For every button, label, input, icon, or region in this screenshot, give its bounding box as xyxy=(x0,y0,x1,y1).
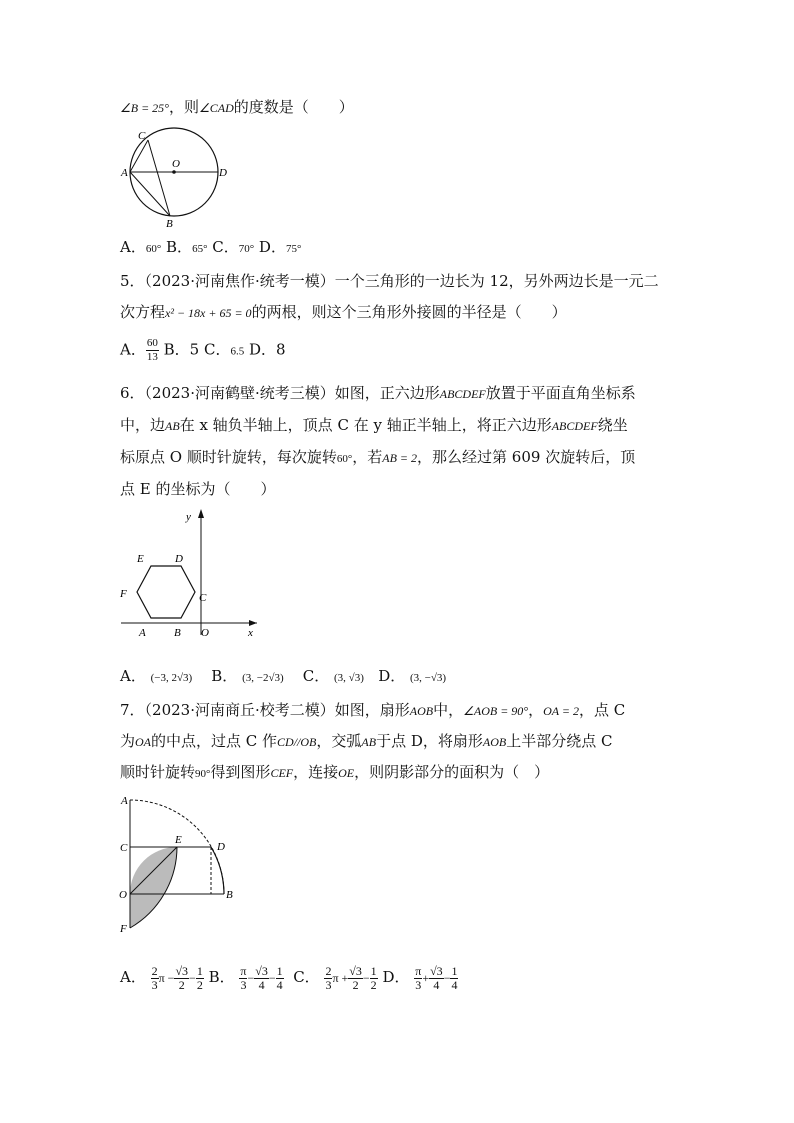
q5-options: A． $\frac{60}{13}$ B．5 C．6.5 D．8 xyxy=(120,337,286,363)
q6-line2: 中，边AB在 x 轴负半轴上，顶点 C 在 y 轴正半轴上，将正六边形ABCDEF绕坐 xyxy=(120,416,628,434)
svg-text:B: B xyxy=(226,889,233,901)
svg-text:E: E xyxy=(137,553,144,565)
q6-line1: 6．（2023·河南鹤壁·统考三模）如图，正六边形ABCDEF放置于平面直角坐标系 xyxy=(120,384,636,402)
svg-text:C: C xyxy=(138,130,146,142)
q6-hexagon-figure xyxy=(115,505,265,640)
svg-text:x: x xyxy=(248,627,253,639)
q7-sector-figure xyxy=(115,790,245,935)
q7-line3: 顺时针旋转90°得到图形CEF，连接OE，则阴影部分的面积为（ ） xyxy=(120,763,550,781)
svg-text:D: D xyxy=(219,167,227,179)
q6-line4: 点 E 的坐标为（ ） xyxy=(120,480,276,498)
svg-text:F: F xyxy=(120,923,127,935)
svg-text:F: F xyxy=(120,588,127,600)
q7-line1: 7．（2023·河南商丘·校考二模）如图，扇形AOB中，∠AOB = 90°，OA = 2，点 C xyxy=(120,701,626,719)
q6-options: A． (−3, 2√3) B． (3, −2√3) C． (3, √3) D． (3, −√3) xyxy=(120,667,447,685)
svg-text:B: B xyxy=(174,627,181,639)
svg-text:E: E xyxy=(175,834,182,846)
svg-text:y: y xyxy=(186,511,191,523)
svg-text:C: C xyxy=(120,842,128,854)
svg-text:O: O xyxy=(119,889,127,901)
q6-line3: 标原点 O 顺时针旋转，每次旋转60°，若AB = 2，那么经过第 609 次旋转后，顶 xyxy=(120,448,636,466)
q4-stem-tail: ∠B = 25°，则∠CAD的度数是（ ） xyxy=(120,98,354,116)
svg-text:O: O xyxy=(201,627,209,639)
svg-text:B: B xyxy=(166,218,173,230)
svg-text:D: D xyxy=(217,841,225,853)
q5-line1: 5．（2023·河南焦作·统考一模）一个三角形的一边长为 12，另外两边长是一元二 xyxy=(120,272,659,290)
q4-options: A．60° B．65° C．70° D．75° xyxy=(120,238,302,256)
svg-text:C: C xyxy=(199,592,207,604)
q7-line2: 为OA的中点，过点 C 作CD//OB，交弧AB于点 D，将扇形AOB上半部分绕点 C xyxy=(120,732,613,750)
svg-text:A: A xyxy=(121,795,128,807)
svg-text:O: O xyxy=(172,158,180,170)
svg-text:D: D xyxy=(175,553,183,565)
svg-text:A: A xyxy=(139,627,146,639)
svg-text:A: A xyxy=(121,167,128,179)
q7-options: A． $\frac{2}{3}$ π − $\frac{√3}{2}$ − $\frac{1}{2}$ B． $\frac{\pi}{3}$ − $\frac{√3}{4}$ − $\frac{1}{4}$ C． $\frac{2}{3}$ π + $\frac{√3}{2}$ − $\frac{1}{2}$ D． $\frac{\pi}{3}$ + $\frac{√3}{4}$ − $\frac{1}{4}$ xyxy=(120,963,458,992)
q4-circle-figure xyxy=(118,126,236,230)
q5-line2: 次方程x² − 18x + 65 = 0的两根，则这个三角形外接圆的半径是（ ） xyxy=(120,303,567,321)
